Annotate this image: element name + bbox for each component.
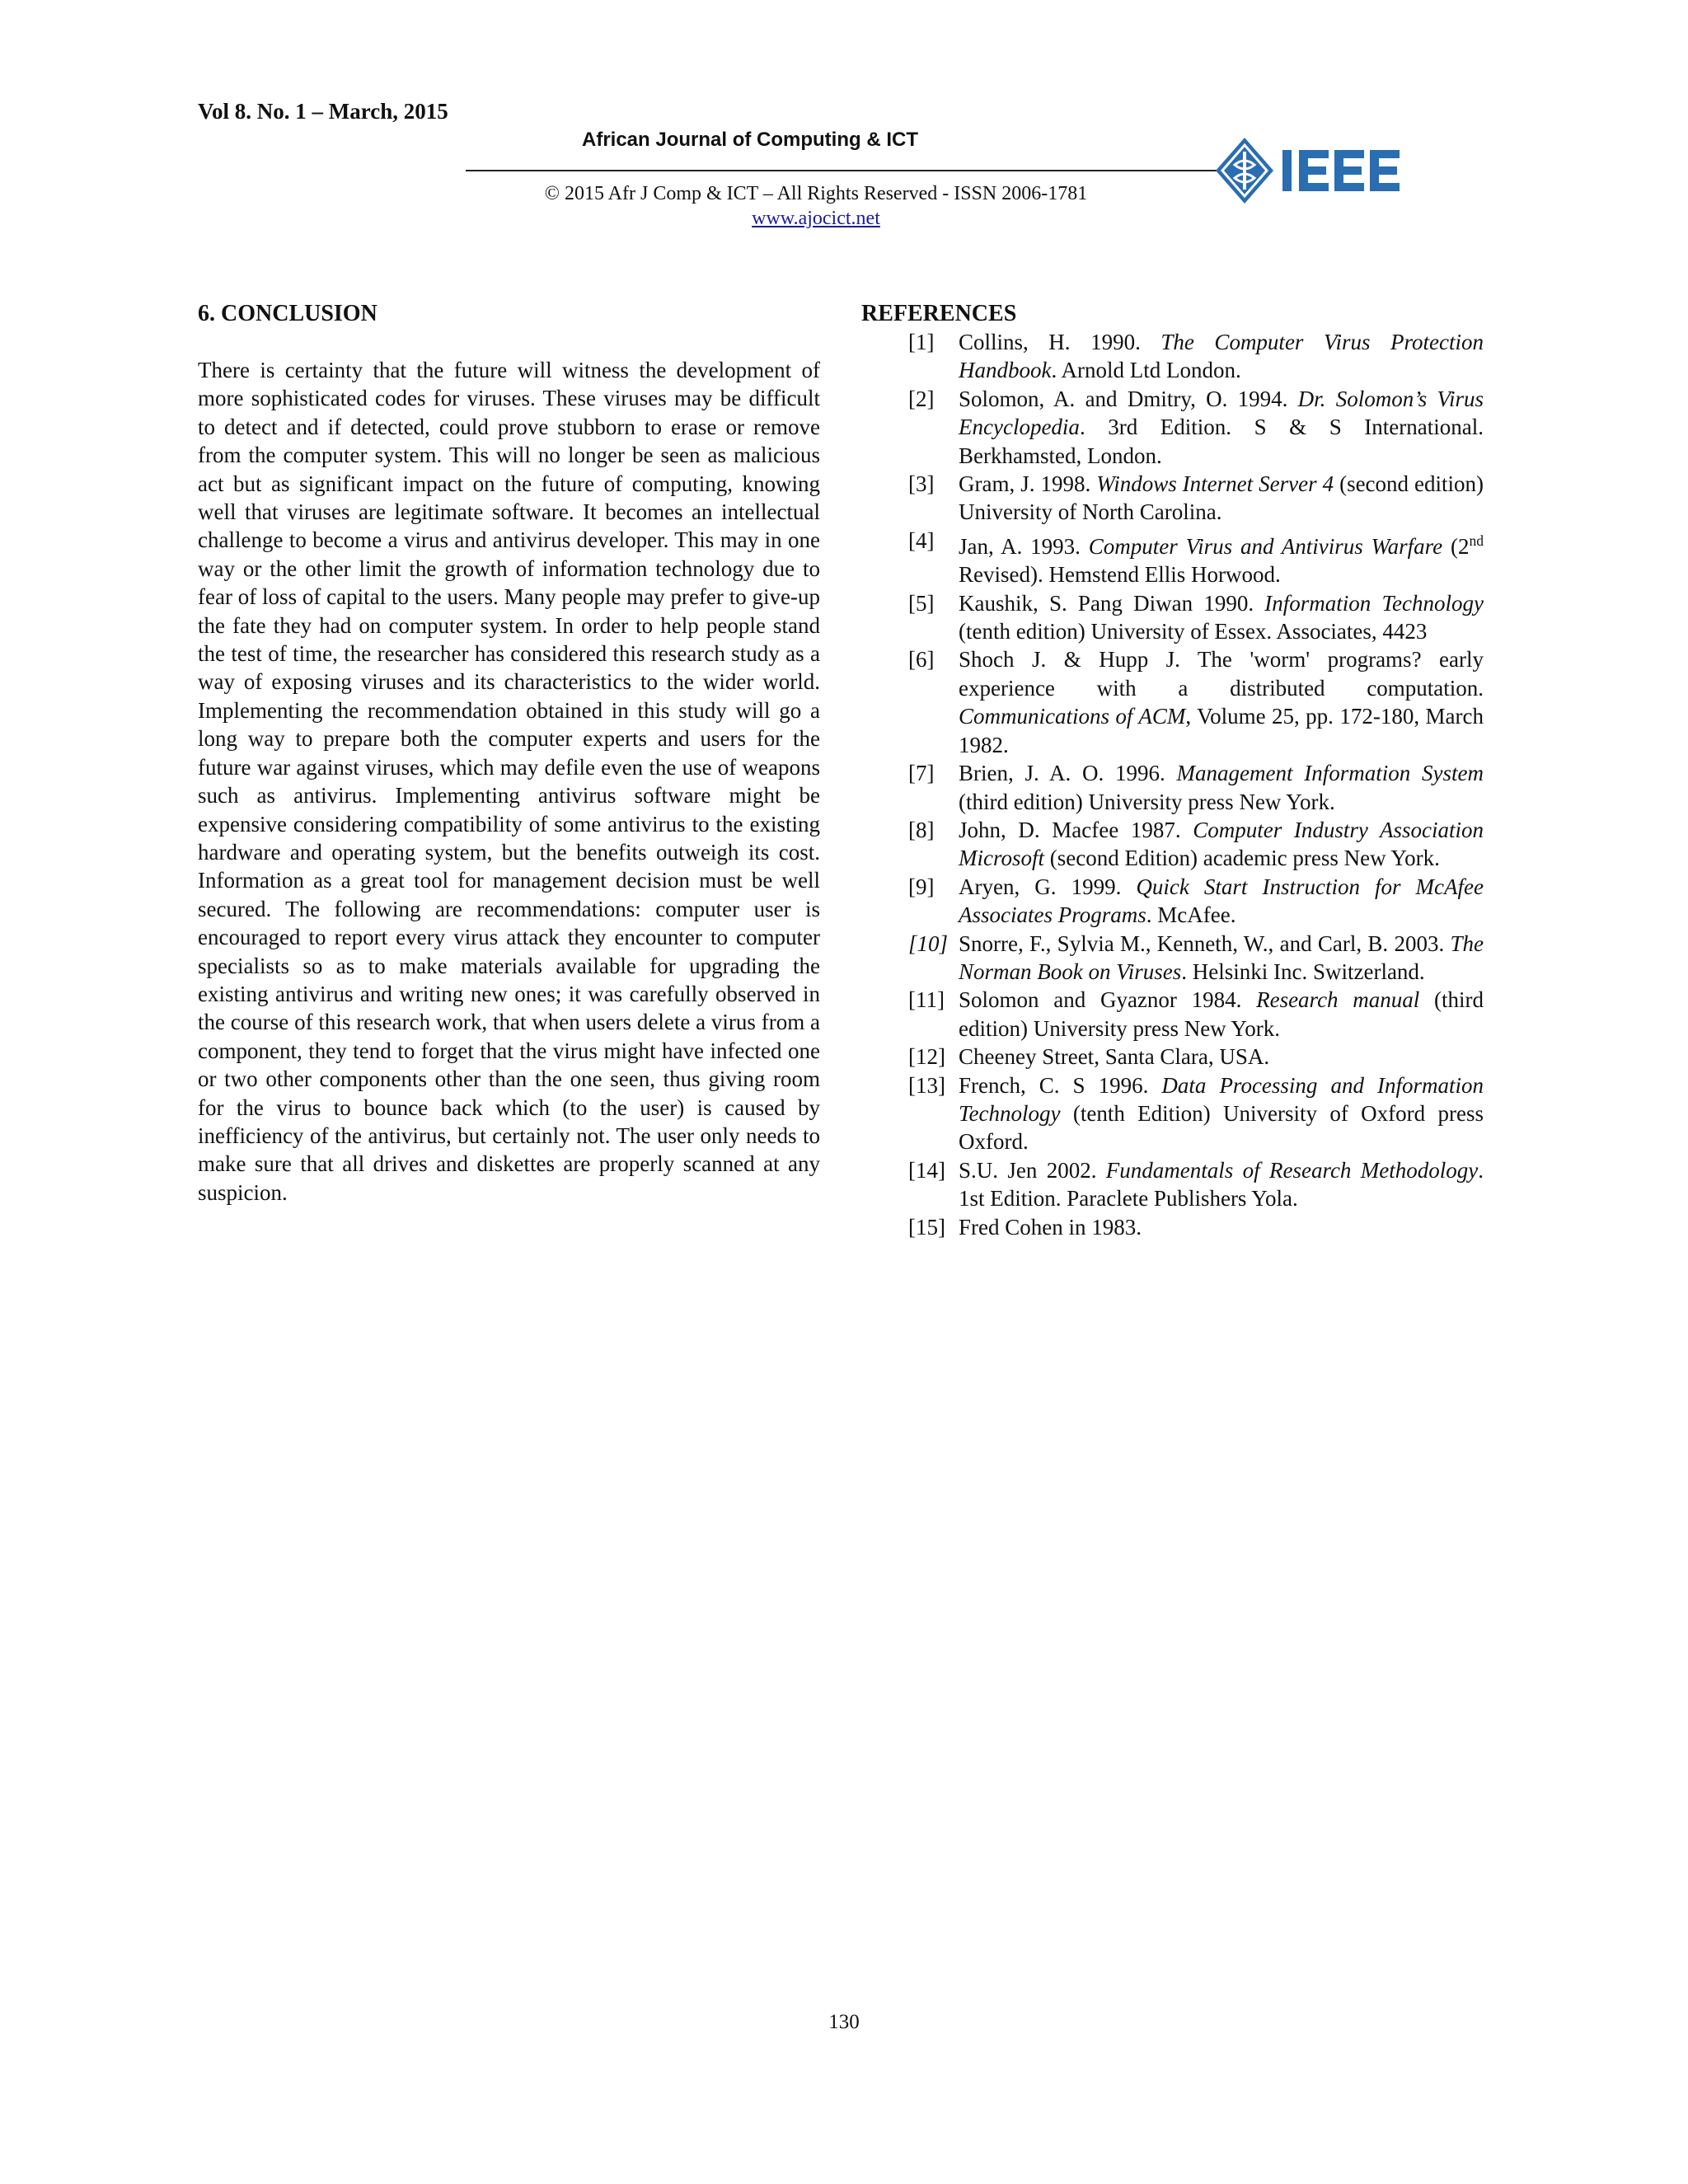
reference-details: (third edition) University press New York. bbox=[959, 789, 1335, 814]
reference-details: (tenth Edition) University of Oxford press Oxford. bbox=[959, 1100, 1484, 1155]
reference-title: Information Technology bbox=[1264, 590, 1484, 616]
reference-authors: Cheeney Street, Santa Clara, USA. bbox=[959, 1044, 1270, 1070]
reference-authors: French, C. S 1996. bbox=[959, 1072, 1162, 1098]
reference-number: [1] bbox=[908, 330, 935, 354]
reference-item bbox=[861, 527, 1484, 589]
reference-title: Windows Internet Server 4 bbox=[1096, 471, 1334, 497]
reference-item bbox=[861, 930, 1484, 987]
reference-number: [9] bbox=[908, 874, 935, 899]
conclusion-column bbox=[198, 300, 820, 1207]
reference-title: Fundamentals of Research Methodology bbox=[1105, 1157, 1479, 1183]
reference-authors: John, D. Macfee 1987. bbox=[959, 817, 1193, 842]
reference-authors: Shoch J. & Hupp J. The 'worm' programs? early experience with a distributed computation. bbox=[959, 647, 1484, 701]
reference-details: , Volume 25, pp. 172-180, March 1982. bbox=[959, 704, 1484, 757]
reference-item bbox=[861, 470, 1484, 527]
reference-item bbox=[861, 1156, 1484, 1213]
reference-number: [13] bbox=[908, 1072, 945, 1098]
reference-item bbox=[861, 816, 1484, 873]
reference-number: [10] bbox=[908, 930, 949, 956]
reference-title: Dr. Solomon’s Virus Encyclopedia bbox=[959, 386, 1484, 440]
reference-authors: Jan, A. 1993. bbox=[959, 533, 1089, 559]
reference-authors: Kaushik, S. Pang Diwan 1990. bbox=[959, 590, 1265, 616]
journal-title: African Journal of Computing & ICT bbox=[582, 129, 918, 151]
reference-number: [6] bbox=[908, 647, 935, 673]
website-link[interactable]: www.ajocict.net bbox=[752, 208, 880, 229]
copyright-line: © 2015 Afr J Comp & ICT – All Rights Reserved - ISSN 2006-1781 bbox=[544, 183, 1088, 204]
reference-details: (second edition) University of North Carolina. bbox=[959, 471, 1484, 525]
reference-number: [8] bbox=[908, 817, 935, 842]
page-number: 130 bbox=[828, 2011, 860, 2033]
website-line bbox=[462, 208, 1170, 230]
reference-item bbox=[861, 1213, 1484, 1241]
reference-authors: Brien, J. A. O. 1996. bbox=[959, 761, 1177, 786]
reference-number: [11] bbox=[908, 987, 945, 1013]
reference-details: . 1st Edition. Paraclete Publishers Yola. bbox=[959, 1157, 1484, 1212]
volume-info: Vol 8. No. 1 – March, 2015 bbox=[198, 99, 448, 124]
reference-number: [14] bbox=[908, 1157, 945, 1183]
reference-number: [7] bbox=[908, 761, 935, 786]
reference-number: [4] bbox=[908, 527, 935, 553]
reference-item bbox=[861, 986, 1484, 1043]
reference-authors: S.U. Jen 2002. bbox=[959, 1157, 1106, 1183]
reference-details: . Arnold Ltd London. bbox=[1051, 358, 1241, 383]
reference-number: [5] bbox=[908, 590, 935, 616]
conclusion-heading: 6. CONCLUSION bbox=[198, 301, 377, 326]
header-rule bbox=[466, 170, 1224, 171]
reference-title: Research manual bbox=[1256, 987, 1420, 1013]
reference-title: The Computer Virus Protection Handbook bbox=[959, 330, 1484, 383]
reference-item bbox=[861, 873, 1484, 930]
reference-authors: Gram, J. 1998. bbox=[959, 471, 1097, 497]
reference-authors: Solomon and Gyaznor 1984. bbox=[959, 987, 1257, 1013]
references-heading: REFERENCES bbox=[861, 301, 1017, 326]
reference-authors: Snorre, F., Sylvia M., Kenneth, W., and Carl, B. 2003. bbox=[959, 930, 1451, 956]
reference-title: Quick Start Instruction for McAfee Associates Programs bbox=[959, 874, 1484, 928]
reference-item bbox=[861, 385, 1484, 470]
reference-title: Management Information System bbox=[1176, 761, 1484, 786]
reference-number: [12] bbox=[908, 1044, 945, 1070]
reference-title: The Norman Book on Viruses bbox=[959, 930, 1484, 984]
reference-item bbox=[861, 759, 1484, 816]
reference-item bbox=[861, 589, 1484, 646]
reference-details: . 3rd Edition. S & S International. Berkhamsted, London. bbox=[959, 415, 1484, 468]
ieee-diamond-icon bbox=[1216, 138, 1273, 204]
reference-details: (third edition) University press New York. bbox=[959, 987, 1484, 1041]
reference-item bbox=[861, 328, 1484, 385]
reference-details: (2nd Revised). Hemstend Ellis Horwood. bbox=[959, 532, 1484, 588]
reference-list bbox=[861, 328, 1484, 1241]
reference-details: . Helsinki Inc. Switzerland. bbox=[1181, 958, 1425, 984]
reference-title: Computer Industry Association Microsoft bbox=[959, 817, 1484, 871]
reference-authors: Solomon, A. and Dmitry, O. 1994. bbox=[959, 386, 1298, 411]
reference-number: [15] bbox=[908, 1214, 945, 1240]
reference-details: . McAfee. bbox=[1146, 902, 1236, 928]
reference-title: Communications of ACM bbox=[959, 704, 1186, 729]
reference-number: [2] bbox=[908, 386, 935, 411]
reference-details: (tenth edition) University of Essex. Associates, 4423 bbox=[959, 619, 1428, 644]
reference-item bbox=[861, 1043, 1484, 1071]
ieee-wordmark bbox=[1282, 150, 1400, 191]
conclusion-paragraph: There is certainty that the future will witness the development of more sophisticated codes for viruses. These viruses may be difficult to detect and if detected, could prove stubborn to erase or remove from the computer system. This will no longer be seen as malicious act but as significant impact on the future of computing, knowing well that viruses are legitimate software. It becomes an intellectual challenge to become a virus and antivirus developer. This may in one way or the other limit the growth of information technology due to fear of loss of capital to the users. Many people may prefer to give-up the fate they had on computer system. In order to help people stand the test of time, the researcher has considered this research study as a way of exposing viruses and its characteristics to the wider world. Implementing the recommendation obtained in this study will go a long way to prepare both the computer experts and users for the future war against viruses, which may defile even the use of weapons such as antivirus. Implementing antivirus software might be expensive considering compatibility of some antivirus to the existing hardware and operating system, but the benefits outweigh its cost. Information as a great tool for management decision must be well secured. The following are recommendations: computer user is encouraged to report every virus attack they encounter to computer specialists so as to make materials available for upgrading the existing antivirus and writing new ones; it was carefully observed in the course of this research work, that when users delete a virus from a component, they tend to forget that the virus might have infected one or two other components other than the one seen, thus giving room for the virus to bounce back which (to the user) is caused by inefficiency of the antivirus, but certainly not. The user only needs to make sure that all drives and diskettes are properly scanned at any suspicion. bbox=[198, 358, 820, 1205]
reference-item bbox=[861, 1071, 1484, 1156]
reference-title: Computer Virus and Antivirus Warfare bbox=[1088, 533, 1443, 559]
reference-number: [3] bbox=[908, 471, 935, 497]
reference-details: (second Edition) academic press New York. bbox=[1044, 846, 1440, 871]
reference-item bbox=[861, 645, 1484, 759]
reference-authors: Collins, H. 1990. bbox=[959, 330, 1161, 354]
reference-authors: Fred Cohen in 1983. bbox=[959, 1214, 1142, 1240]
reference-authors: Aryen, G. 1999. bbox=[959, 874, 1137, 899]
references-column bbox=[861, 300, 1484, 1241]
reference-title: Data Processing and Information Technology bbox=[959, 1072, 1484, 1126]
ieee-logo bbox=[1212, 134, 1409, 208]
